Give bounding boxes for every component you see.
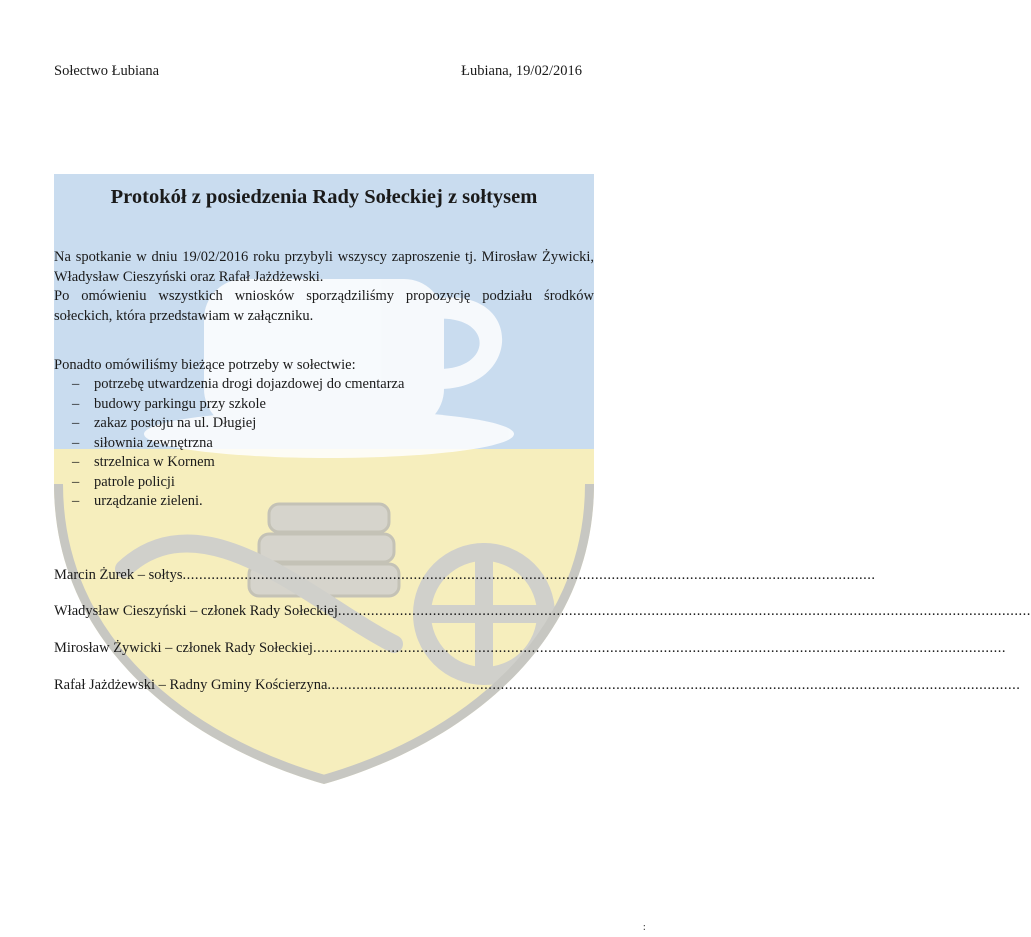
signature-line-cieszynski: Władysław Cieszyński – członek Rady Sołeckiej........................................................................................................................................................................ [54,603,1031,619]
paragraph-attendance: Na spotkanie w dniu 19/02/2016 roku przybyli wszyscy zaproszenie tj. Mirosław Żywicki, Władysław Cieszyński oraz Rafał Jażdżewski. [54,249,594,285]
list-item: – potrzebę utwardzenia drogi dojazdowej do cmentarza [72,376,405,392]
header-date: Łubiana, 19/02/2016 [461,63,582,79]
paragraph-funds: Po omówieniu wszystkich wniosków sporządziliśmy propozycję podziału środków sołeckich, która przedstawiam w załączniku. [54,288,594,324]
list-item: – strzelnica w Kornem [72,454,215,470]
needs-list [54,375,404,512]
header-left: Sołectwo Łubiana [54,63,160,79]
paragraph-needs-intro: Ponadto omówiliśmy bieżące potrzeby w sołectwie: [54,357,356,373]
signature-line-soltys: Marcin Żurek – sołtys........................................................................................................................................................................ [54,567,876,583]
list-item: – siłownia zewnętrzna [72,434,213,451]
corner-mark: : [642,922,646,933]
list-item: – urządzanie zieleni. [72,493,203,509]
signature-line-zywicki: Mirosław Żywicki – członek Rady Sołeckiej........................................................................................................................................................................ [54,640,1006,656]
list-item: – budowy parkingu przy szkole [72,395,266,412]
list-item: – patrole policji [72,473,175,490]
list-item: – zakaz postoju na ul. Długiej [72,415,257,431]
signature-line-jazdzewski: Rafał Jażdżewski – Radny Gminy Kościerzyna........................................................................................................................................................................ [54,677,1021,693]
document-title: Protokół z posiedzenia Rady Sołeckiej z sołtysem [110,186,538,208]
